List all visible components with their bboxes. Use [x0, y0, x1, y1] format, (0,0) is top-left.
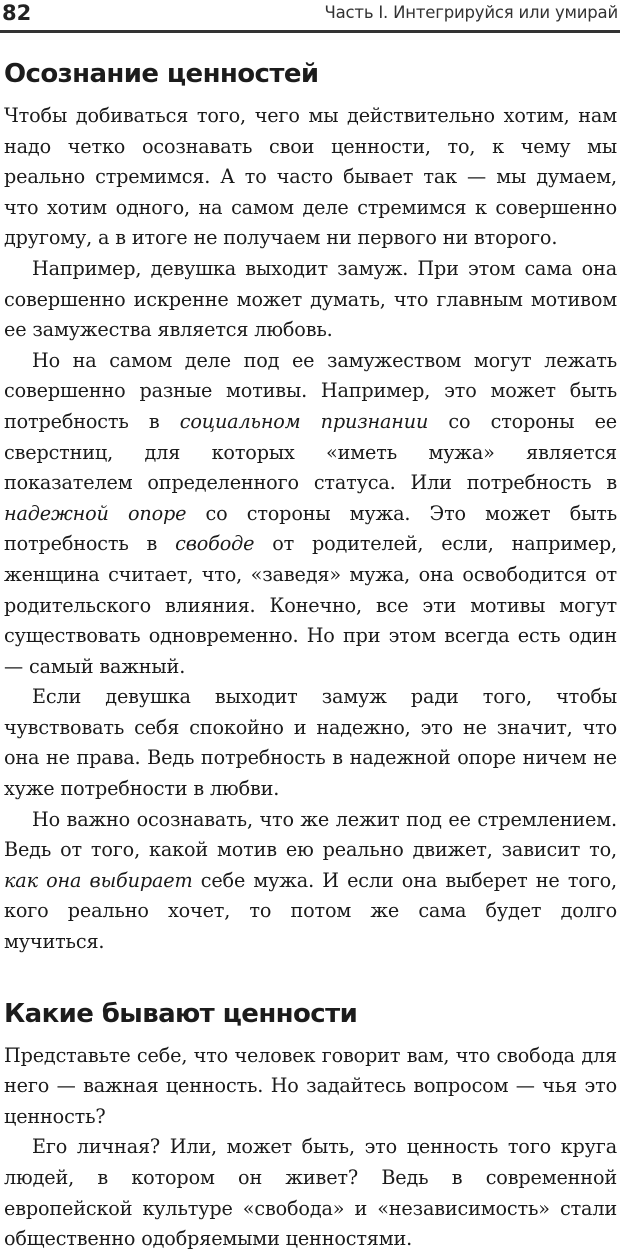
section-heading-types-of-values: Какие бывают ценности	[4, 998, 358, 1029]
page-number: 82	[2, 1, 32, 25]
running-title: Часть I. Интегрируйся или умирай	[324, 3, 618, 22]
paragraph-5-text-2: себе мужа. И если она выберет не того, кого реально хочет, то потом же сама будет долго мучиться.	[4, 868, 617, 954]
paragraph-3-text-1: Но на самом деле под ее замужеством могут лежать совершенно разные мотивы. Например, это может быть потребность в	[4, 348, 617, 433]
section-heading-values-awareness: Осознание ценностей	[4, 59, 319, 89]
paragraph-1: Чтобы добиваться того, чего мы действительно хотим, нам надо четко осознавать свои ценности, то, к чему мы реально стремимся. А то часто бывает так — мы думаем, что хотим одного, на самом деле стремимся к совершенно другому, а в итоге не получаем ни первого ни второго.	[4, 104, 617, 250]
emphasis-social-recognition: социальном признании	[179, 409, 429, 433]
header-divider	[0, 30, 620, 33]
paragraph-3-text-4: от родителей, если, например, женщина считает, что, «заведя» мужа, она освободится от родительского влияния. Конечно, все эти мотивы могут существовать одновременно. Но при этом всегда есть один — самый важный.	[4, 532, 617, 678]
paragraph-4: Если девушка выходит замуж ради того, чтобы чувствовать себя спокойно и надежно, это не значит, что она не права. Ведь потребность в надежной опоре ничем не хуже потребности в любви.	[4, 685, 617, 801]
paragraph-2: Например, девушка выходит замуж. При этом сама она совершенно искренне может думать, что главным мотивом ее замужества является любовь.	[4, 256, 617, 342]
paragraph-5-text-1: Но важно осознавать, что же лежит под ее стремлением. Ведь от того, какой мотив ею реально движет, зависит то,	[4, 807, 617, 862]
paragraph-7: Его личная? Или, может быть, это ценность того круга людей, в котором он живет? Ведь в современной европейской культуре «свобода» и «независимость» стали общественно одобряемыми ценностями.	[4, 1135, 617, 1251]
page-content	[4, 56, 617, 1255]
emphasis-reliable-support: надежной опоре	[4, 501, 187, 525]
paragraph-3	[4, 346, 617, 683]
paragraph-5	[4, 805, 617, 958]
emphasis-freedom: свободе	[175, 532, 255, 556]
paragraph-3-text-2: со стороны ее сверстниц, для которых «иметь мужа» является показателем определенного статуса. Или потребность в	[4, 409, 617, 495]
paragraph-6: Представьте себе, что человек говорит вам, что свобода для него — важная ценность. Но задайтесь вопросом — чья это ценность?	[4, 1043, 617, 1128]
paragraph-3-text-3: со стороны мужа. Это может быть потребность в	[4, 501, 617, 556]
page-header	[0, 0, 620, 34]
emphasis-how-she-chooses: как она выбирает	[4, 868, 193, 892]
